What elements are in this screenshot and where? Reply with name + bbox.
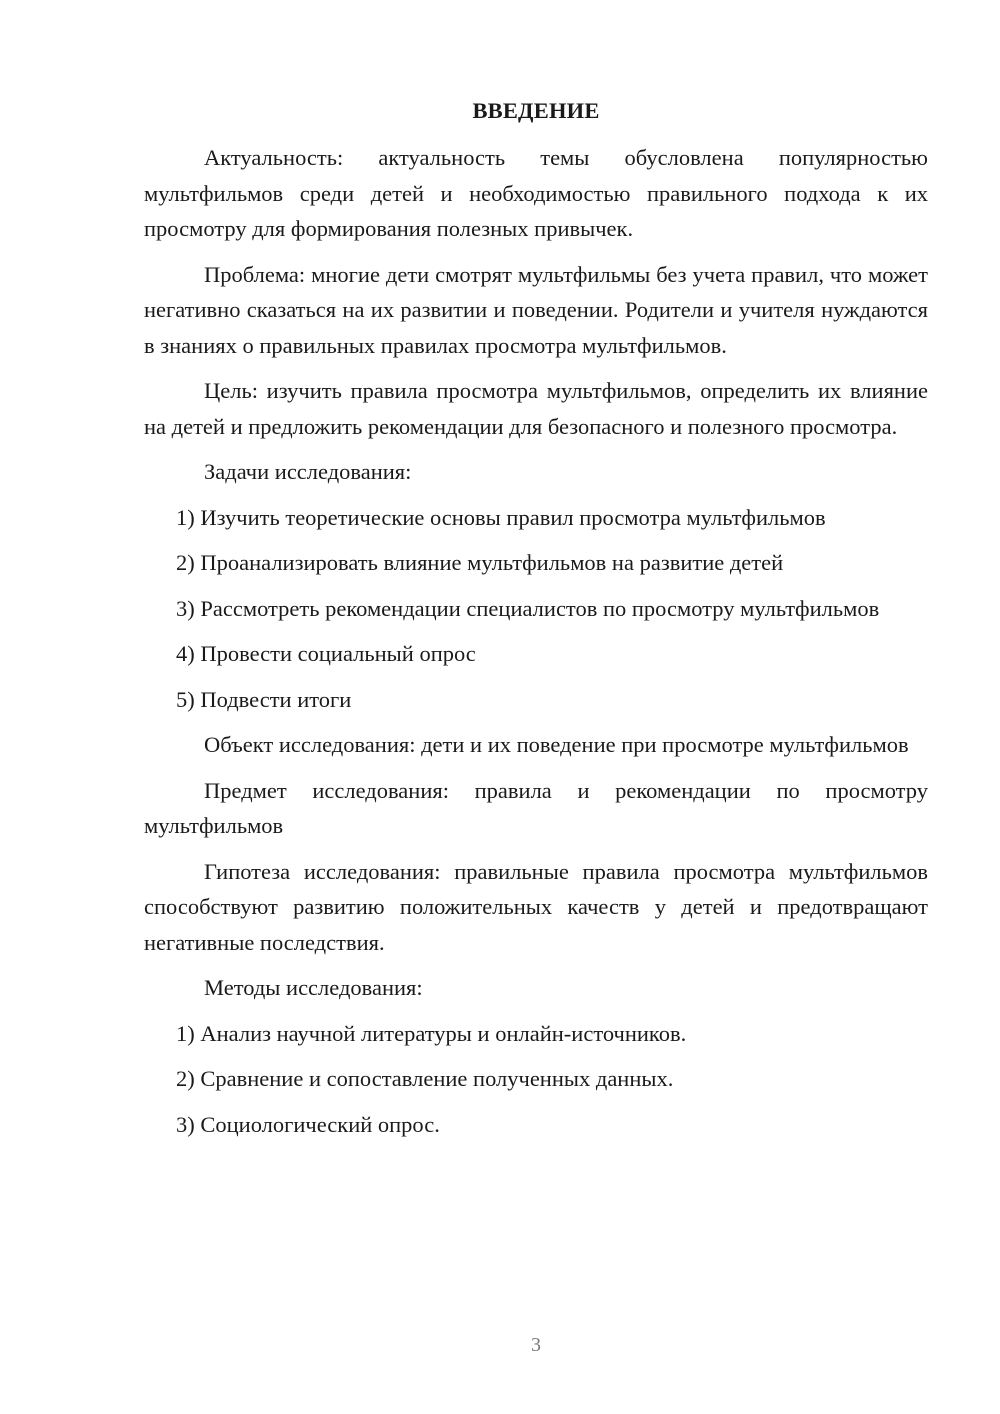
problem-paragraph: Проблема: многие дети смотрят мультфильмы без учета правил, что может негативно сказаться на их развитии и поведении. Родители и учителя нуждаются в знаниях о правильных правилах просмотра мультфильмов.	[144, 261, 928, 358]
task-item: 2) Проанализировать влияние мультфильмов на развитие детей	[176, 550, 784, 575]
subject-paragraph: Предмет исследования: правила и рекомендации по просмотру мультфильмов	[144, 777, 928, 838]
method-item: 1) Анализ научной литературы и онлайн-источников.	[176, 1020, 687, 1046]
task-item: 3) Рассмотреть рекомендации специалистов по просмотру мультфильмов	[176, 595, 880, 621]
section-heading: ВВЕДЕНИЕ	[472, 98, 600, 123]
tasks-label: Задачи исследования:	[204, 459, 412, 484]
goal-paragraph: Цель: изучить правила просмотра мультфильмов, определить их влияние на детей и предложить рекомендации для безопасного и полезного просмотра.	[144, 378, 928, 439]
page-content	[144, 96, 928, 1152]
task-item: 1) Изучить теоретические основы правил просмотра мультфильмов	[176, 504, 826, 530]
object-paragraph: Объект исследования: дети и их поведение при просмотре мультфильмов	[204, 732, 909, 757]
task-item: 5) Подвести итоги	[176, 686, 352, 712]
task-item: 4) Провести социальный опрос	[176, 641, 476, 666]
method-item: 3) Социологический опрос.	[176, 1111, 440, 1137]
page-number: 3	[531, 1334, 541, 1356]
hypothesis-paragraph: Гипотеза исследования: правильные правила просмотра мультфильмов способствуют развитию положительных качеств у детей и предотвращают негативные последствия.	[144, 858, 928, 955]
relevance-paragraph: Актуальность: актуальность темы обусловлена популярностью мультфильмов среди детей и необходимостью правильного подхода к их просмотру для формирования полезных привычек.	[144, 145, 928, 241]
methods-label: Методы исследования:	[204, 975, 423, 1000]
method-item: 2) Сравнение и сопоставление полученных данных.	[176, 1066, 674, 1091]
